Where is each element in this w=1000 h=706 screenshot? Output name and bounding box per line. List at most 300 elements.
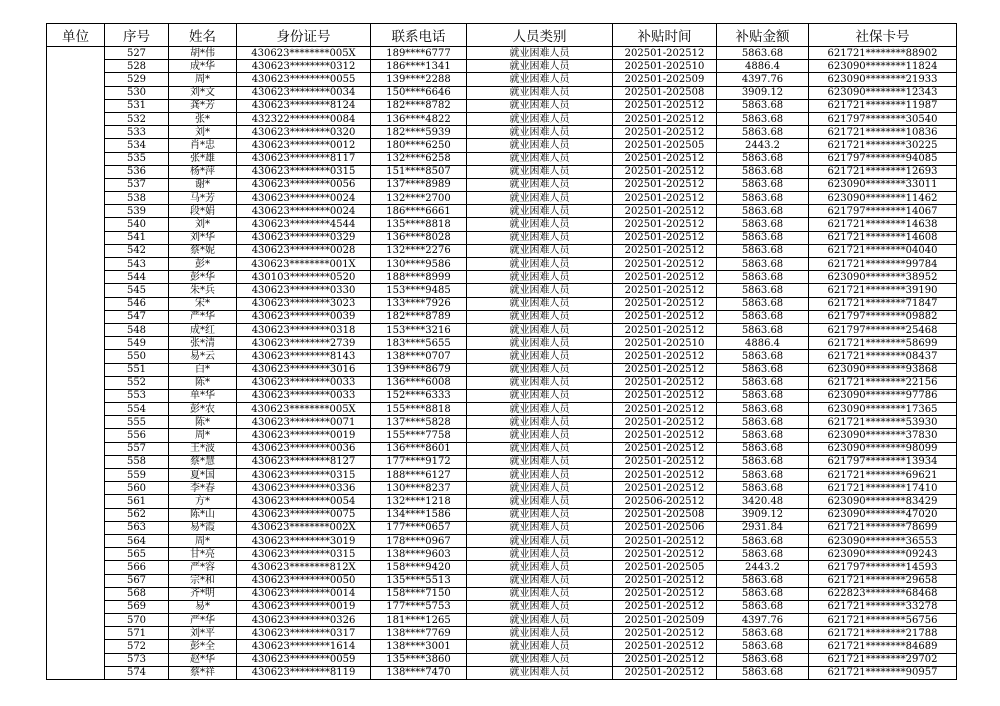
cell-period: 202501-202506 xyxy=(613,521,717,534)
cell-seq: 548 xyxy=(105,323,169,336)
cell-unit xyxy=(47,99,105,112)
table-row xyxy=(47,165,957,178)
cell-unit xyxy=(47,521,105,534)
cell-amount: 5863.68 xyxy=(717,258,809,271)
cell-category: 就业困难人员 xyxy=(467,389,613,402)
cell-card-number: 623090********98099 xyxy=(809,442,957,455)
cell-id-number: 430623********2739 xyxy=(237,337,371,350)
cell-amount: 5863.68 xyxy=(717,218,809,231)
header-cell-id-number: 身份证号 xyxy=(237,24,371,47)
table-row xyxy=(47,126,957,139)
cell-seq: 530 xyxy=(105,86,169,99)
cell-category: 就业困难人员 xyxy=(467,508,613,521)
cell-category: 就业困难人员 xyxy=(467,548,613,561)
cell-unit xyxy=(47,416,105,429)
cell-unit xyxy=(47,178,105,191)
cell-name: 单*华 xyxy=(169,389,237,402)
cell-card-number: 621797********14067 xyxy=(809,205,957,218)
cell-period: 202501-202512 xyxy=(613,192,717,205)
cell-phone: 130****9586 xyxy=(371,258,467,271)
cell-card-number: 621721********10836 xyxy=(809,126,957,139)
cell-name: 刘* xyxy=(169,218,237,231)
table-body xyxy=(47,47,957,680)
cell-period: 202501-202512 xyxy=(613,534,717,547)
table-row xyxy=(47,73,957,86)
cell-id-number: 430623********0039 xyxy=(237,310,371,323)
table-row xyxy=(47,442,957,455)
cell-seq: 558 xyxy=(105,455,169,468)
cell-phone: 133****7926 xyxy=(371,297,467,310)
cell-id-number: 430623********812X xyxy=(237,561,371,574)
cell-id-number: 430623********0071 xyxy=(237,416,371,429)
cell-amount: 5863.68 xyxy=(717,192,809,205)
cell-unit xyxy=(47,600,105,613)
header-cell-unit: 单位 xyxy=(47,24,105,47)
cell-card-number: 623090********17365 xyxy=(809,403,957,416)
cell-category: 就业困难人员 xyxy=(467,112,613,125)
cell-name: 谢* xyxy=(169,178,237,191)
cell-id-number: 430623********0050 xyxy=(237,574,371,587)
cell-phone: 180****6250 xyxy=(371,139,467,152)
cell-card-number: 622823********68468 xyxy=(809,587,957,600)
cell-card-number: 621797********30540 xyxy=(809,112,957,125)
cell-category: 就业困难人员 xyxy=(467,271,613,284)
cell-id-number: 430623********0326 xyxy=(237,614,371,627)
cell-name: 刘*文 xyxy=(169,86,237,99)
subsidy-table xyxy=(46,23,957,680)
cell-card-number: 623090********37830 xyxy=(809,429,957,442)
cell-id-number: 430623********3019 xyxy=(237,534,371,547)
cell-seq: 567 xyxy=(105,574,169,587)
cell-period: 202501-202512 xyxy=(613,640,717,653)
cell-id-number: 430623********0056 xyxy=(237,178,371,191)
cell-amount: 5863.68 xyxy=(717,205,809,218)
cell-amount: 5863.68 xyxy=(717,548,809,561)
cell-category: 就业困难人员 xyxy=(467,574,613,587)
cell-unit xyxy=(47,271,105,284)
cell-category: 就业困难人员 xyxy=(467,99,613,112)
cell-unit xyxy=(47,218,105,231)
cell-unit xyxy=(47,165,105,178)
table-row xyxy=(47,231,957,244)
cell-period: 202501-202512 xyxy=(613,310,717,323)
cell-seq: 553 xyxy=(105,389,169,402)
table-row xyxy=(47,47,957,60)
cell-phone: 182****8782 xyxy=(371,99,467,112)
cell-id-number: 430623********8143 xyxy=(237,350,371,363)
cell-id-number: 430623********0019 xyxy=(237,429,371,442)
cell-card-number: 623090********97786 xyxy=(809,389,957,402)
cell-category: 就业困难人员 xyxy=(467,178,613,191)
cell-unit xyxy=(47,284,105,297)
cell-period: 202501-202512 xyxy=(613,403,717,416)
cell-seq: 563 xyxy=(105,521,169,534)
cell-name: 段*娟 xyxy=(169,205,237,218)
table-row xyxy=(47,363,957,376)
cell-unit xyxy=(47,297,105,310)
cell-seq: 569 xyxy=(105,600,169,613)
cell-name: 成*华 xyxy=(169,60,237,73)
table-row xyxy=(47,653,957,666)
cell-phone: 153****3216 xyxy=(371,323,467,336)
table-row xyxy=(47,416,957,429)
cell-card-number: 623090********38952 xyxy=(809,271,957,284)
cell-seq: 546 xyxy=(105,297,169,310)
spreadsheet-page xyxy=(46,23,956,678)
cell-category: 就业困难人员 xyxy=(467,403,613,416)
cell-name: 王*波 xyxy=(169,442,237,455)
cell-amount: 5863.68 xyxy=(717,99,809,112)
cell-amount: 5863.68 xyxy=(717,310,809,323)
cell-seq: 527 xyxy=(105,47,169,60)
cell-seq: 562 xyxy=(105,508,169,521)
cell-id-number: 430623********8119 xyxy=(237,666,371,679)
cell-seq: 561 xyxy=(105,495,169,508)
table-row xyxy=(47,508,957,521)
cell-name: 杨*萍 xyxy=(169,165,237,178)
cell-phone: 183****5655 xyxy=(371,337,467,350)
cell-unit xyxy=(47,350,105,363)
cell-category: 就业困难人员 xyxy=(467,192,613,205)
cell-id-number: 430623********002X xyxy=(237,521,371,534)
cell-period: 202501-202512 xyxy=(613,482,717,495)
cell-amount: 4397.76 xyxy=(717,614,809,627)
cell-unit xyxy=(47,614,105,627)
cell-unit xyxy=(47,429,105,442)
cell-phone: 158****9420 xyxy=(371,561,467,574)
cell-period: 202501-202512 xyxy=(613,627,717,640)
cell-card-number: 621797********25468 xyxy=(809,323,957,336)
cell-card-number: 621721********78699 xyxy=(809,521,957,534)
cell-id-number: 430623********8124 xyxy=(237,99,371,112)
cell-id-number: 430623********0075 xyxy=(237,508,371,521)
cell-amount: 5863.68 xyxy=(717,627,809,640)
cell-unit xyxy=(47,47,105,60)
header-cell-phone: 联系电话 xyxy=(371,24,467,47)
cell-name: 严*华 xyxy=(169,310,237,323)
cell-phone: 138****7769 xyxy=(371,627,467,640)
cell-id-number: 430623********3023 xyxy=(237,297,371,310)
cell-name: 李*春 xyxy=(169,482,237,495)
cell-phone: 132****6258 xyxy=(371,152,467,165)
table-row xyxy=(47,310,957,323)
cell-name: 刘*华 xyxy=(169,231,237,244)
cell-name: 齐*明 xyxy=(169,587,237,600)
cell-amount: 5863.68 xyxy=(717,429,809,442)
table-row xyxy=(47,192,957,205)
cell-unit xyxy=(47,205,105,218)
cell-id-number: 430623********0315 xyxy=(237,469,371,482)
cell-seq: 560 xyxy=(105,482,169,495)
cell-name: 易*霞 xyxy=(169,521,237,534)
cell-unit xyxy=(47,337,105,350)
cell-category: 就业困难人员 xyxy=(467,139,613,152)
cell-phone: 132****1218 xyxy=(371,495,467,508)
cell-seq: 539 xyxy=(105,205,169,218)
cell-unit xyxy=(47,389,105,402)
cell-period: 202501-202512 xyxy=(613,350,717,363)
cell-card-number: 623090********12343 xyxy=(809,86,957,99)
table-row xyxy=(47,495,957,508)
cell-card-number: 621797********09882 xyxy=(809,310,957,323)
cell-phone: 138****0707 xyxy=(371,350,467,363)
cell-card-number: 623090********09243 xyxy=(809,548,957,561)
cell-period: 202501-202512 xyxy=(613,47,717,60)
cell-phone: 138****7470 xyxy=(371,666,467,679)
cell-card-number: 623090********83429 xyxy=(809,495,957,508)
table-row xyxy=(47,561,957,574)
cell-id-number: 430623********0336 xyxy=(237,482,371,495)
cell-seq: 550 xyxy=(105,350,169,363)
cell-category: 就业困难人员 xyxy=(467,640,613,653)
cell-phone: 182****8789 xyxy=(371,310,467,323)
cell-seq: 565 xyxy=(105,548,169,561)
cell-amount: 5863.68 xyxy=(717,442,809,455)
cell-category: 就业困难人员 xyxy=(467,534,613,547)
cell-period: 202501-202512 xyxy=(613,99,717,112)
cell-card-number: 621721********33278 xyxy=(809,600,957,613)
cell-category: 就业困难人员 xyxy=(467,482,613,495)
table-row xyxy=(47,258,957,271)
cell-id-number: 430623********1614 xyxy=(237,640,371,653)
cell-category: 就业困难人员 xyxy=(467,416,613,429)
cell-id-number: 430623********8127 xyxy=(237,455,371,468)
cell-amount: 3909.12 xyxy=(717,86,809,99)
cell-seq: 551 xyxy=(105,363,169,376)
cell-card-number: 621721********88902 xyxy=(809,47,957,60)
cell-name: 彭* xyxy=(169,258,237,271)
cell-amount: 3420.48 xyxy=(717,495,809,508)
cell-card-number: 621721********29658 xyxy=(809,574,957,587)
cell-unit xyxy=(47,495,105,508)
cell-unit xyxy=(47,548,105,561)
cell-seq: 535 xyxy=(105,152,169,165)
cell-phone: 153****9485 xyxy=(371,284,467,297)
cell-phone: 155****8818 xyxy=(371,403,467,416)
table-row xyxy=(47,178,957,191)
cell-phone: 138****9603 xyxy=(371,548,467,561)
cell-id-number: 430623********005X xyxy=(237,47,371,60)
cell-phone: 132****2700 xyxy=(371,192,467,205)
cell-phone: 155****7758 xyxy=(371,429,467,442)
cell-period: 202501-202509 xyxy=(613,614,717,627)
cell-name: 胡*伟 xyxy=(169,47,237,60)
cell-name: 易*云 xyxy=(169,350,237,363)
table-row xyxy=(47,244,957,257)
cell-unit xyxy=(47,258,105,271)
cell-amount: 5863.68 xyxy=(717,376,809,389)
cell-unit xyxy=(47,574,105,587)
cell-phone: 158****7150 xyxy=(371,587,467,600)
header-row xyxy=(47,24,957,47)
cell-period: 202501-202512 xyxy=(613,271,717,284)
header-cell-card-number: 社保卡号 xyxy=(809,24,957,47)
cell-card-number: 621721********21788 xyxy=(809,627,957,640)
cell-unit xyxy=(47,60,105,73)
cell-seq: 568 xyxy=(105,587,169,600)
cell-phone: 136****8601 xyxy=(371,442,467,455)
cell-card-number: 621721********56756 xyxy=(809,614,957,627)
cell-amount: 5863.68 xyxy=(717,231,809,244)
cell-category: 就业困难人员 xyxy=(467,60,613,73)
cell-phone: 181****1265 xyxy=(371,614,467,627)
cell-unit xyxy=(47,152,105,165)
cell-unit xyxy=(47,442,105,455)
cell-name: 甘*亮 xyxy=(169,548,237,561)
cell-card-number: 621797********13934 xyxy=(809,455,957,468)
cell-card-number: 621797********14593 xyxy=(809,561,957,574)
cell-seq: 557 xyxy=(105,442,169,455)
cell-phone: 136****8028 xyxy=(371,231,467,244)
table-row xyxy=(47,205,957,218)
cell-id-number: 430623********0320 xyxy=(237,126,371,139)
cell-period: 202501-202512 xyxy=(613,455,717,468)
cell-id-number: 430623********001X xyxy=(237,258,371,271)
cell-category: 就业困难人员 xyxy=(467,231,613,244)
cell-phone: 186****6661 xyxy=(371,205,467,218)
cell-card-number: 621721********84689 xyxy=(809,640,957,653)
cell-category: 就业困难人员 xyxy=(467,337,613,350)
cell-category: 就业困难人员 xyxy=(467,205,613,218)
cell-amount: 5863.68 xyxy=(717,47,809,60)
cell-amount: 5863.68 xyxy=(717,284,809,297)
cell-unit xyxy=(47,587,105,600)
cell-id-number: 430623********0024 xyxy=(237,192,371,205)
cell-category: 就业困难人员 xyxy=(467,284,613,297)
cell-id-number: 430623********0034 xyxy=(237,86,371,99)
cell-seq: 570 xyxy=(105,614,169,627)
table-row xyxy=(47,376,957,389)
cell-unit xyxy=(47,139,105,152)
cell-id-number: 430623********0054 xyxy=(237,495,371,508)
cell-amount: 5863.68 xyxy=(717,600,809,613)
cell-phone: 151****8507 xyxy=(371,165,467,178)
cell-card-number: 623090********11462 xyxy=(809,192,957,205)
cell-phone: 178****0967 xyxy=(371,534,467,547)
cell-unit xyxy=(47,534,105,547)
cell-category: 就业困难人员 xyxy=(467,152,613,165)
cell-category: 就业困难人员 xyxy=(467,310,613,323)
cell-period: 202501-202505 xyxy=(613,139,717,152)
cell-seq: 536 xyxy=(105,165,169,178)
cell-unit xyxy=(47,112,105,125)
cell-period: 202501-202512 xyxy=(613,284,717,297)
cell-card-number: 621721********11987 xyxy=(809,99,957,112)
cell-phone: 177****5753 xyxy=(371,600,467,613)
cell-card-number: 623090********36553 xyxy=(809,534,957,547)
cell-period: 202501-202512 xyxy=(613,126,717,139)
cell-seq: 573 xyxy=(105,653,169,666)
cell-seq: 538 xyxy=(105,192,169,205)
cell-period: 202501-202512 xyxy=(613,112,717,125)
cell-category: 就业困难人员 xyxy=(467,297,613,310)
cell-phone: 134****1586 xyxy=(371,508,467,521)
cell-seq: 574 xyxy=(105,666,169,679)
cell-card-number: 621721********53930 xyxy=(809,416,957,429)
table-row xyxy=(47,323,957,336)
cell-unit xyxy=(47,403,105,416)
cell-name: 蔡*妮 xyxy=(169,244,237,257)
cell-category: 就业困难人员 xyxy=(467,561,613,574)
table-row xyxy=(47,429,957,442)
table-row xyxy=(47,389,957,402)
cell-phone: 135****5513 xyxy=(371,574,467,587)
table-row xyxy=(47,534,957,547)
cell-id-number: 430623********0330 xyxy=(237,284,371,297)
cell-id-number: 430623********3016 xyxy=(237,363,371,376)
header-cell-category: 人员类别 xyxy=(467,24,613,47)
cell-category: 就业困难人员 xyxy=(467,666,613,679)
cell-card-number: 621797********94085 xyxy=(809,152,957,165)
cell-unit xyxy=(47,86,105,99)
cell-seq: 528 xyxy=(105,60,169,73)
cell-seq: 545 xyxy=(105,284,169,297)
cell-name: 朱*兵 xyxy=(169,284,237,297)
cell-amount: 5863.68 xyxy=(717,534,809,547)
cell-period: 202501-202512 xyxy=(613,429,717,442)
cell-amount: 2443.2 xyxy=(717,561,809,574)
cell-period: 202501-202512 xyxy=(613,178,717,191)
cell-category: 就业困难人员 xyxy=(467,587,613,600)
table-row xyxy=(47,112,957,125)
cell-amount: 5863.68 xyxy=(717,455,809,468)
cell-period: 202501-202512 xyxy=(613,469,717,482)
cell-seq: 571 xyxy=(105,627,169,640)
table-row xyxy=(47,482,957,495)
cell-period: 202501-202505 xyxy=(613,561,717,574)
cell-name: 张* xyxy=(169,112,237,125)
cell-name: 龚*芳 xyxy=(169,99,237,112)
cell-name: 陈* xyxy=(169,416,237,429)
table-row xyxy=(47,574,957,587)
cell-period: 202501-202512 xyxy=(613,416,717,429)
cell-category: 就业困难人员 xyxy=(467,218,613,231)
cell-id-number: 430623********0317 xyxy=(237,627,371,640)
cell-name: 蔡*祥 xyxy=(169,666,237,679)
cell-card-number: 623090********11824 xyxy=(809,60,957,73)
cell-id-number: 430623********0012 xyxy=(237,139,371,152)
cell-card-number: 621721********29702 xyxy=(809,653,957,666)
cell-name: 彭*华 xyxy=(169,271,237,284)
cell-period: 202501-202512 xyxy=(613,653,717,666)
cell-card-number: 621721********14638 xyxy=(809,218,957,231)
cell-period: 202501-202512 xyxy=(613,165,717,178)
cell-name: 周* xyxy=(169,534,237,547)
cell-id-number: 430623********0028 xyxy=(237,244,371,257)
cell-seq: 564 xyxy=(105,534,169,547)
cell-period: 202501-202512 xyxy=(613,152,717,165)
cell-phone: 188****6127 xyxy=(371,469,467,482)
cell-phone: 137****5828 xyxy=(371,416,467,429)
cell-amount: 5863.68 xyxy=(717,482,809,495)
cell-period: 202501-202512 xyxy=(613,258,717,271)
cell-category: 就业困难人员 xyxy=(467,73,613,86)
cell-period: 202501-202512 xyxy=(613,244,717,257)
cell-phone: 152****6333 xyxy=(371,389,467,402)
cell-amount: 5863.68 xyxy=(717,587,809,600)
cell-name: 严*华 xyxy=(169,614,237,627)
cell-unit xyxy=(47,469,105,482)
cell-period: 202501-202512 xyxy=(613,363,717,376)
cell-id-number: 430623********0014 xyxy=(237,587,371,600)
cell-amount: 5863.68 xyxy=(717,350,809,363)
cell-id-number: 430623********0019 xyxy=(237,600,371,613)
cell-unit xyxy=(47,323,105,336)
cell-amount: 5863.68 xyxy=(717,389,809,402)
header-cell-name: 姓名 xyxy=(169,24,237,47)
cell-card-number: 621721********04040 xyxy=(809,244,957,257)
cell-id-number: 430623********8117 xyxy=(237,152,371,165)
